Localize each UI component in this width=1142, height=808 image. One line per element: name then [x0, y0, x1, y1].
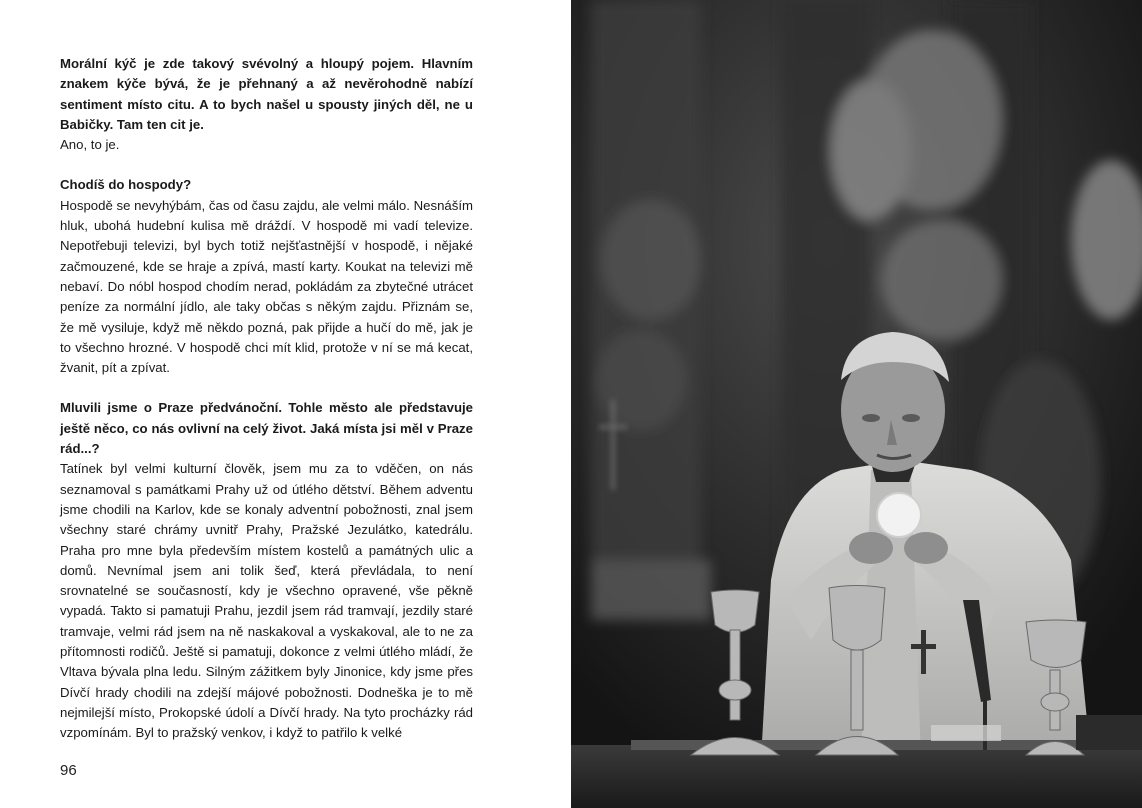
- question-2: Chodíš do hospody?: [60, 177, 192, 193]
- photo-priest-at-altar: [571, 0, 1142, 808]
- answer-2: Hospodě se nevyhýbám, čas od času zajdu, ale velmi málo. Nesnáším hluk, ubohá hudební kulisa mě dráždí. V hospodě mi vadí televize. Nepotřebuji televizi, byl bych totiž nejšťastnější v hospodě, i nějaké začmouzené, kde se hraje a zpívá, mastí karty. Koukat na televizi mě nebaví. Do nóbl hospod chodím nerad, pokládám za zbytečné utrácet peníze za normální jídlo, ale taky občas s někým zajdu. Přiznám se, že mě vysiluje, když mě někdo pozná, pak přijde a hučí do mě, jak je to všechno hrozné. V hospodě chci mít klid, protože v ní se má kecat, žvanit, pít a zpívat.: [60, 197, 473, 376]
- answer-3: Tatínek byl velmi kulturní člověk, jsem mu za to vděčen, on nás seznamoval s památkami Prahy už od útlého dětství. Během adventu jsme chodili na Karlov, kde se konaly adventní pobožnosti, znal jsem všechny staré chrámy uvnitř Prahy, Pražské Jezulátko, katedrálu. Praha pro mne byla především místem kostelů a památných ulic a domů. Nevnímal jsem ani tolik šeď, která převládala, to není srovnatelné se současností, kdy je všechno opravené, vše pěkně vypadá. Takto si pamatuji Prahu, jezdil jsem rád tramvají, jezdily staré tramvaje, velmi rád jsem na ně naskakoval a vyskakoval, ale to ne za přítomnosti rodičů. Ještě si pamatuji, dokonce z velmi útlého mládí, že Vltava bývala plna ledu. Silným zážitkem byly Jinonice, kdy jsme přes Dívčí hrady chodili na zdejší májové pobožnosti. Dodneška je to mě nejmilejší místo, Prokopské údolí a Dívčí hrady. Na tyto procházky rád vzpomínám. Byl to pražský venkov, i když to patřilo k velké: [60, 461, 473, 741]
- paragraph-gap: [60, 155, 473, 175]
- photo-illustration: [571, 0, 1142, 808]
- question-1: Morální kýč je zde takový svévolný a hloupý pojem. Hlavním znakem kýče bývá, že je přehnaný a až nevěrohodně nabízí sentiment místo citu. A to bych našel u spousty jiných děl, ne u Babičky. Tam ten cit je.: [60, 56, 473, 132]
- paragraph-gap: [60, 378, 473, 398]
- answer-1: Ano, to je.: [60, 137, 120, 153]
- interview-text-column: [60, 54, 473, 744]
- question-3: Mluvili jsme o Praze předvánoční. Tohle město ale představuje ještě něco, co nás ovlivní na celý život. Jaká místa jsi měl v Praze rád...?: [60, 400, 473, 457]
- page-number: 96: [60, 762, 77, 779]
